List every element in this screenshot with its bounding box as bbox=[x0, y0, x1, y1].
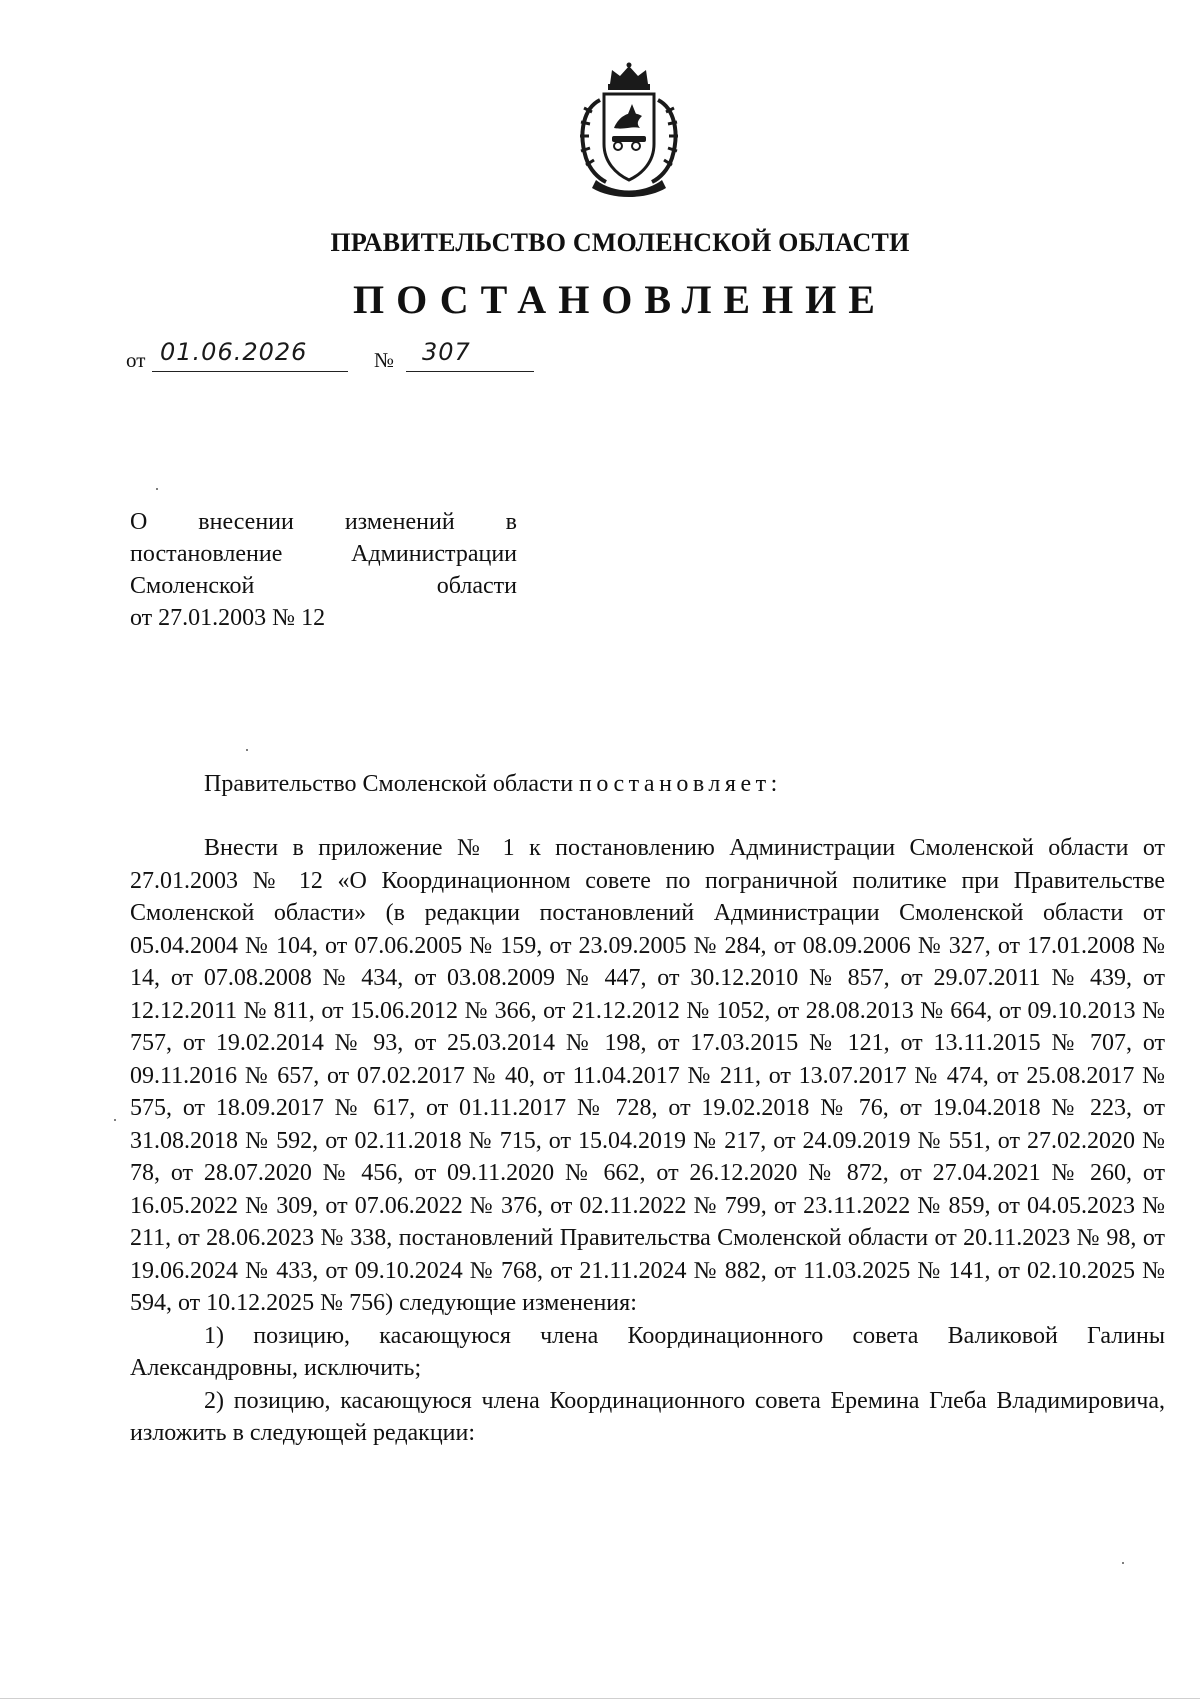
number-label: № bbox=[374, 348, 395, 372]
decree-body bbox=[130, 832, 1165, 1450]
date-number-line bbox=[126, 338, 546, 376]
subject-block bbox=[130, 506, 517, 634]
coat-of-arms-icon bbox=[570, 62, 688, 200]
scan-speck bbox=[156, 488, 158, 490]
subject-line-3: Смоленской области bbox=[130, 573, 517, 599]
scan-speck bbox=[1122, 1562, 1124, 1564]
date-underline bbox=[152, 371, 348, 372]
body-paragraph-1: Внести в приложение № 1 к постановлению Администрации Смоленской области от 27.01.2003 № 12 «О Координационном совете по пограничной политике при Правительстве Смоленской области» (в редакции постановлений Администрации Смоленской области от 05.04.2004 № 104, от 07.06.2005 № 159, от 23.09.2005 № 284, от 08.09.2006 № 327, от 17.01.2008 № 14, от 07.08.2008 № 434, от 03.08.2009 № 447, от 30.12.2010 № 857, от 29.07.2011 № 439, от 12.12.2011 № 811, от 15.06.2012 № 366, от 21.12.2012 № 1052, от 28.08.2013 № 664, от 09.10.2013 № 757, от 19.02.2014 № 93, от 25.03.2014 № 198, от 17.03.2015 № 121, от 13.11.2015 № 707, от 09.11.2016 № 657, от 07.02.2017 № 40, от 11.04.2017 № 211, от 13.07.2017 № 474, от 25.08.2017 № 575, от 18.09.2017 № 617, от 01.11.2017 № 728, от 19.02.2018 № 76, от 19.04.2018 № 223, от 31.08.2018 № 592, от 02.11.2018 № 715, от 15.04.2019 № 217, от 24.09.2019 № 551, от 27.02.2020 № 78, от 28.07.2020 № 456, от 09.11.2020 № 662, от 26.12.2020 № 872, от 27.04.2021 № 260, от 16.05.2022 № 309, от 07.06.2022 № 376, от 02.11.2022 № 799, от 23.11.2022 № 859, от 04.05.2023 № 211, от 28.06.2023 № 338, постановлений Правительства Смоленской области от 20.11.2023 № 98, от 19.06.2024 № 433, от 09.10.2024 № 768, от 21.11.2024 № 882, от 11.03.2025 № 141, от 02.10.2025 № 594, от 10.12.2025 № 756) следующие изменения: bbox=[130, 835, 1165, 1316]
subject-line-4: от 27.01.2003 № 12 bbox=[130, 605, 326, 631]
decree-word: постановляет: bbox=[579, 771, 782, 797]
number-underline bbox=[406, 371, 534, 372]
document-type-title: ПОСТАНОВЛЕНИЕ bbox=[353, 277, 887, 322]
scan-speck bbox=[246, 749, 248, 751]
number-value: 307 bbox=[422, 338, 471, 366]
subject-line-1: О внесении изменений в bbox=[130, 509, 517, 535]
date-value: 01.06.2026 bbox=[160, 338, 308, 366]
date-label: от bbox=[126, 348, 146, 372]
page-edge bbox=[0, 1698, 1200, 1699]
organization-title: ПРАВИТЕЛЬСТВО СМОЛЕНСКОЙ ОБЛАСТИ bbox=[330, 228, 910, 257]
body-item-2: 2) позицию, касающуюся члена Координационного совета Еремина Глеба Владимировича, изложить в следующей редакции: bbox=[130, 1387, 1165, 1446]
preamble-text: Правительство Смоленской области bbox=[204, 771, 580, 797]
subject-line-2: постановление Администрации bbox=[130, 541, 517, 567]
scan-speck bbox=[114, 1119, 116, 1121]
preamble bbox=[204, 768, 782, 800]
body-item-1: 1) позицию, касающуюся члена Координационного совета Валиковой Галины Александровны, исключить; bbox=[130, 1322, 1165, 1381]
